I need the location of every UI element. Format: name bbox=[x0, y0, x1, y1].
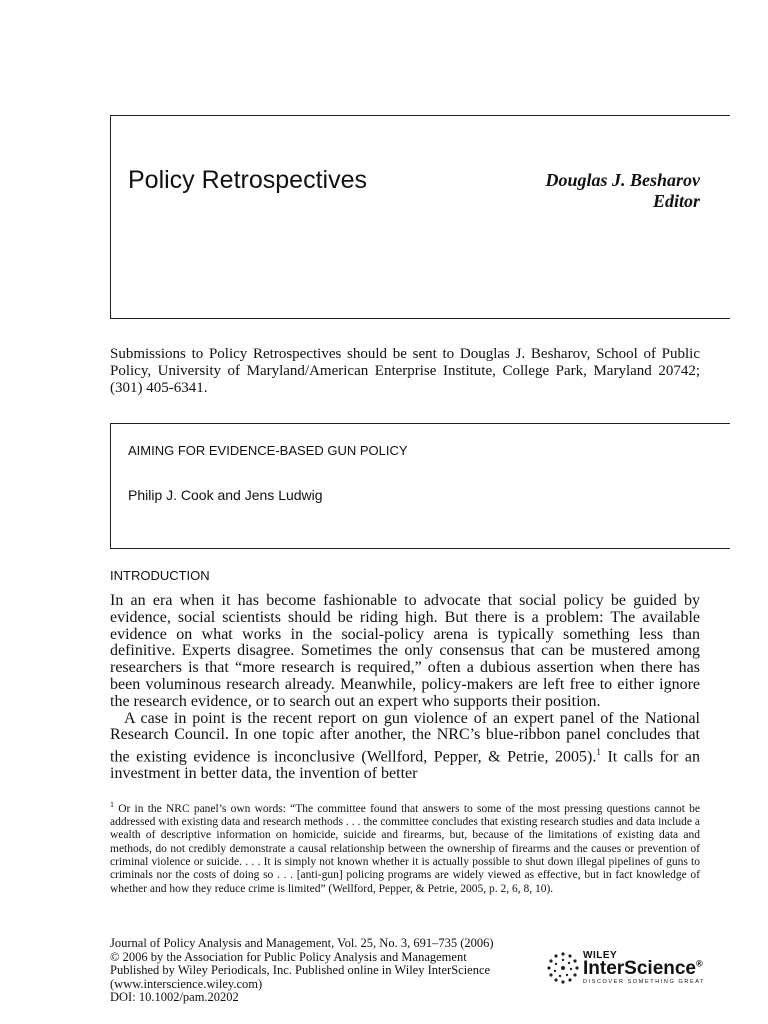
logo-tagline: DISCOVER SOMETHING GREAT bbox=[583, 979, 706, 985]
editor-role: Editor bbox=[652, 191, 700, 211]
paragraph-2-text: A case in point is the recent report on gun violence of an expert panel of the National Research Council. In one topic after another, the NRC’s blue-ribbon panel concludes that the existing evidence is inconclusive (Wellford, Pepper, & Petrie, 2005). bbox=[110, 709, 700, 766]
paragraph-2-continuation: It calls for an investment in better data, the invention of better bbox=[110, 748, 701, 783]
body-paragraph-2 bbox=[110, 711, 700, 784]
footnote bbox=[110, 798, 700, 896]
article-title: AIMING FOR EVIDENCE-BASED GUN POLICY bbox=[128, 443, 408, 458]
section-header-box bbox=[110, 115, 730, 319]
editor-name: Douglas J. Besharov bbox=[545, 170, 700, 190]
footnote-reference: 1 bbox=[596, 747, 601, 758]
wiley-interscience-logo bbox=[545, 950, 715, 990]
doi-line: DOI: 10.1002/pam.20202 bbox=[110, 990, 239, 1005]
journal-info bbox=[110, 937, 540, 1005]
body-text bbox=[110, 593, 700, 783]
logo-wiley-text: WILEY bbox=[583, 950, 618, 961]
footnote-marker: 1 bbox=[110, 800, 114, 809]
registered-mark: ® bbox=[696, 958, 703, 969]
body-paragraph-1: In an era when it has become fashionable to advocate that social policy be guided by evidence, social scientists should be riding high. But there is a problem: The available evidence on what works in the social-policy arena is typically something less than definitive. Experts disagree. Sometimes the only consensus that can be mustered among researchers is that “more research is required,” often a dubious assertion when there has been voluminous research already. Meanwhile, policy-makers are left free to either ignore the research evidence, or to search out an expert who supports their position. bbox=[110, 592, 700, 710]
footnote-text: Or in the NRC panel’s own words: “The committee found that answers to some of the most pressing questions cannot be addressed with existing data and research methods . . . the committee concludes that existing research studies and data include a wealth of descriptive information on homicide, suicide and firearms, but, because of the limitations of existing data and methods, do not credibly demonstrate a causal relationship between the ownership of firearms and the causes or prevention of criminal violence or suicide. . . . It is simply not known whether it is actually possible to shut down illegal pipelines of guns to criminals nor the costs of doing so . . . [anti-gun] policing programs are widely viewed as effective, but in fact knowledge of whether and how they reduce crime is limited” (Wellford, Pepper, & Petrie, 2005, p. 2, 6, 8, 10). bbox=[110, 802, 700, 895]
article-header-box bbox=[110, 423, 730, 549]
section-title: Policy Retrospectives bbox=[128, 166, 367, 194]
introduction-heading: INTRODUCTION bbox=[110, 568, 210, 583]
logo-interscience-text bbox=[583, 958, 703, 980]
article-authors: Philip J. Cook and Jens Ludwig bbox=[128, 487, 323, 503]
submissions-note: Submissions to Policy Retrospectives should be sent to Douglas J. Besharov, School of Public Policy, University of Maryland/American Enterprise Institute, College Park, Maryland 20742; (301) 405-6341. bbox=[110, 346, 700, 396]
copyright-line: © 2006 by the Association for Public Policy Analysis and Management bbox=[110, 949, 467, 964]
website-line: (www.interscience.wiley.com) bbox=[110, 976, 263, 991]
publisher-line: Published by Wiley Periodicals, Inc. Published online in Wiley InterScience bbox=[110, 963, 491, 978]
editor-credit bbox=[545, 170, 700, 212]
logo-brand-main: InterScience bbox=[583, 958, 696, 979]
journal-citation: Journal of Policy Analysis and Management, Vol. 25, No. 3, 691–735 (2006) bbox=[110, 936, 494, 950]
swirl-logo-icon bbox=[545, 950, 581, 986]
